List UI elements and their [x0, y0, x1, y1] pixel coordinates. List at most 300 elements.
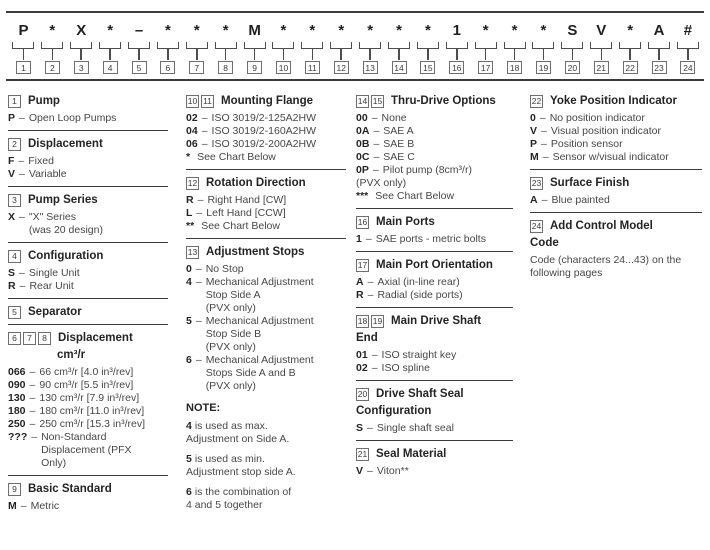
- section-divider: [530, 169, 702, 170]
- option-text-block: [206, 263, 244, 276]
- option-entry: [356, 422, 513, 435]
- dash-separator: –: [201, 125, 208, 137]
- option-code: X: [8, 211, 16, 223]
- section-divider: [8, 324, 168, 325]
- option-text: Single shaft seal: [376, 422, 454, 434]
- option-text-cont: (PVX only): [205, 380, 256, 392]
- position-number-box: 1: [16, 61, 31, 74]
- dash-separator: –: [20, 500, 27, 512]
- connector-line: [427, 49, 429, 60]
- option-entry: [186, 263, 346, 276]
- section-title-line2: Code: [530, 237, 559, 249]
- connector-line: [23, 49, 25, 60]
- dash-separator: –: [367, 289, 374, 301]
- dash-separator: –: [29, 392, 36, 404]
- section-number-box: 4: [8, 250, 21, 263]
- section-heading: [186, 95, 346, 108]
- dash-separator: –: [367, 465, 373, 477]
- section-title: Adjustment Stops: [206, 246, 305, 258]
- section-heading: [530, 220, 702, 233]
- option-text: Pilot pump (8cm³/r): [382, 164, 472, 176]
- section-title: Mounting Flange: [221, 95, 313, 107]
- code-char: *: [338, 21, 345, 39]
- connector-line: [514, 49, 516, 60]
- option-text-cont: (PVX only): [205, 341, 256, 353]
- section-number-box: 3: [8, 194, 21, 207]
- position-number-box: 6: [160, 61, 175, 74]
- code-char: *: [193, 21, 200, 39]
- column-4: [530, 94, 702, 280]
- section-body: Code (characters 24...43) on the following pages: [530, 254, 682, 279]
- note-title: NOTE:: [186, 402, 221, 414]
- connector-line: [196, 49, 198, 60]
- section-number-boxes: [356, 259, 371, 272]
- section-heading: [186, 246, 346, 259]
- bracket-shape: [590, 42, 612, 49]
- option-text-cont: Stops Side A and B: [205, 367, 296, 379]
- section-divider: [356, 307, 513, 308]
- connector-line: [283, 49, 285, 60]
- column-3: [356, 94, 513, 478]
- dash-separator: –: [29, 418, 36, 430]
- option-entry: [530, 112, 702, 125]
- section-title: Yoke Position Indicator: [550, 95, 677, 107]
- option-text: Mechanical Adjustment: [205, 354, 314, 366]
- note-line: is used as max.: [194, 420, 268, 432]
- dash-separator: –: [19, 168, 25, 180]
- option-text-block: [212, 125, 316, 138]
- bracket-shape: [532, 42, 554, 49]
- option-entry: [356, 138, 513, 151]
- option-text-block: [29, 211, 103, 237]
- option-text: Blue painted: [551, 194, 610, 206]
- connector-line: [456, 49, 458, 60]
- option-text: Rear Unit: [29, 280, 74, 292]
- section-heading: [186, 177, 346, 190]
- code-position: [211, 18, 240, 74]
- bracket-shape: [648, 42, 670, 49]
- option-code: 5: [186, 315, 192, 327]
- dash-separator: –: [371, 349, 378, 361]
- dash-separator: –: [195, 276, 202, 288]
- connector-line: [80, 49, 82, 60]
- position-number-box: 2: [45, 61, 60, 74]
- note-line: Adjustment stop side A.: [186, 466, 296, 478]
- option-code: **: [186, 220, 195, 232]
- section-number-box: 1: [8, 95, 21, 108]
- dash-separator: –: [29, 366, 36, 378]
- bracket-shape: [330, 42, 352, 49]
- option-text-cont: (was 20 design): [28, 224, 103, 236]
- section-title: Configuration: [28, 250, 104, 262]
- option-text: See Chart Below: [197, 151, 276, 163]
- option-entry: [530, 125, 702, 138]
- option-code: 0B: [356, 138, 370, 150]
- option-text-block: [383, 125, 413, 138]
- option-text-block: [375, 190, 454, 203]
- option-entry: [8, 500, 168, 513]
- code-position: [182, 18, 211, 74]
- option-code: 0: [186, 263, 192, 275]
- option-entry: [186, 354, 346, 393]
- section-heading: [8, 95, 168, 108]
- bracket-shape: [70, 42, 92, 49]
- option-code: 130: [8, 392, 26, 404]
- option-text-block: [39, 379, 133, 392]
- option-entry: [356, 362, 513, 375]
- section-title: Main Drive Shaft: [391, 315, 482, 327]
- note-lead: 4: [186, 420, 192, 432]
- code-char: *: [164, 21, 171, 39]
- dash-separator: –: [365, 233, 372, 245]
- section-title-line2: cm³/r: [57, 349, 86, 361]
- code-char: #: [683, 21, 693, 39]
- connector-line: [340, 49, 342, 60]
- section-number-box: 15: [372, 96, 383, 106]
- option-text: 250 cm³/r [15.3 in³/rev]: [39, 418, 145, 430]
- option-text-cont: Displacement (PFX: [41, 444, 132, 456]
- bracket-shape: [359, 42, 381, 49]
- option-text-block: [206, 315, 314, 354]
- dash-separator: –: [372, 164, 379, 176]
- option-text-block: [377, 422, 454, 435]
- option-text-block: [206, 207, 285, 220]
- option-entry: [8, 405, 168, 418]
- option-code: 0: [530, 112, 536, 124]
- position-number-box: 14: [392, 61, 407, 74]
- dash-separator: –: [371, 362, 378, 374]
- section-title: Add Control Model: [550, 220, 653, 232]
- option-entry: [8, 379, 168, 392]
- option-text: 90 cm³/r [5.5 in³/rev]: [39, 379, 134, 391]
- option-text: Position sensor: [550, 138, 623, 150]
- dash-separator: –: [19, 112, 25, 124]
- section-heading: [8, 332, 168, 345]
- option-entry: [356, 125, 513, 138]
- option-code: R: [8, 280, 16, 292]
- code-position: [413, 18, 442, 74]
- section-number-boxes: [530, 177, 545, 190]
- bracket-shape: [157, 42, 179, 49]
- connector-line: [629, 49, 631, 60]
- connector-line: [225, 49, 227, 60]
- code-char: *: [107, 21, 114, 39]
- section-number-box: 17: [357, 260, 368, 270]
- option-text-block: [553, 151, 669, 164]
- section-number-boxes: [186, 246, 201, 259]
- section-number-box: 12: [187, 178, 198, 188]
- section-divider: [8, 242, 168, 243]
- option-text-block: [29, 112, 117, 125]
- dash-separator: –: [195, 263, 202, 275]
- option-code: 4: [186, 276, 192, 288]
- dash-separator: –: [201, 112, 208, 124]
- option-code: 090: [8, 379, 26, 391]
- option-text: Non-Standard: [41, 431, 107, 443]
- option-entry: [530, 194, 702, 207]
- section-divider: [8, 186, 168, 187]
- position-number-box: 23: [652, 61, 667, 74]
- section-divider: [186, 169, 346, 170]
- section-number-box: 11: [201, 95, 214, 108]
- columns: [0, 81, 710, 519]
- connector-line: [167, 49, 169, 60]
- section-number-boxes: [356, 448, 371, 461]
- section-number-boxes: [356, 388, 371, 401]
- section-title: Displacement: [58, 332, 133, 344]
- note-line: Adjustment on Side A.: [186, 433, 290, 445]
- dash-separator: –: [29, 405, 36, 417]
- option-entry: [8, 155, 168, 168]
- position-number-box: 11: [305, 61, 320, 74]
- section-number-box: 20: [357, 389, 368, 399]
- section-number-boxes: [356, 95, 386, 108]
- option-code: F: [8, 155, 15, 167]
- bracket-shape: [475, 42, 497, 49]
- dash-separator: –: [539, 112, 546, 124]
- section-number-boxes: [8, 138, 23, 151]
- option-text: No position indicator: [549, 112, 645, 124]
- option-entry: [186, 138, 346, 151]
- section-number-box: 2: [8, 138, 21, 151]
- option-text: Metric: [30, 500, 60, 512]
- code-position: [269, 18, 298, 74]
- note-line: 4 and 5 together: [186, 499, 263, 511]
- code-position: [356, 18, 385, 74]
- option-code: S: [8, 267, 16, 279]
- option-entry: [356, 289, 513, 302]
- section-heading: [356, 259, 513, 272]
- option-entry: [356, 164, 513, 177]
- note-lead: 5: [186, 453, 192, 465]
- option-text: See Chart Below: [201, 220, 280, 232]
- option-text: Open Loop Pumps: [28, 112, 117, 124]
- section-title: Pump: [28, 95, 60, 107]
- option-entry: [186, 207, 346, 220]
- section-number-box: 10: [187, 96, 198, 106]
- section-number-box: 9: [8, 483, 21, 496]
- section-heading: [356, 315, 513, 328]
- option-code: 02: [186, 112, 198, 124]
- position-number-box: 22: [623, 61, 638, 74]
- option-code: *: [186, 151, 191, 163]
- connector-line: [398, 49, 400, 60]
- bracket-shape: [388, 42, 410, 49]
- option-entry: [356, 465, 513, 478]
- column-1: [8, 94, 168, 513]
- option-text: Radial (side ports): [377, 289, 463, 301]
- section-divider: [356, 380, 513, 381]
- section-number-boxes: [8, 306, 23, 319]
- dash-separator: –: [29, 379, 36, 391]
- option-text-block: [212, 138, 316, 151]
- dash-separator: –: [195, 354, 202, 366]
- dash-separator: –: [373, 138, 380, 150]
- code-row: [0, 13, 710, 74]
- dash-separator: –: [19, 211, 25, 223]
- dash-separator: –: [541, 194, 548, 206]
- section-number-boxes: [186, 177, 201, 190]
- section-title: Basic Standard: [28, 483, 112, 495]
- code-char: *: [280, 21, 287, 39]
- code-position: [442, 18, 471, 74]
- section-number-box: 7: [23, 332, 36, 345]
- option-code: ???: [8, 431, 28, 443]
- bracket-shape: [446, 42, 468, 49]
- connector-line: [485, 49, 487, 60]
- section-heading: [356, 95, 513, 108]
- option-code: M: [8, 500, 17, 512]
- code-char: *: [367, 21, 374, 39]
- option-text-block: [197, 151, 276, 164]
- dash-separator: –: [201, 138, 208, 150]
- code-position: [529, 18, 558, 74]
- option-text-block: [551, 194, 609, 207]
- note-paragraph: [186, 420, 346, 446]
- code-position: [38, 18, 67, 74]
- section-number-box: 19: [372, 316, 383, 326]
- code-position: [327, 18, 356, 74]
- connector-line: [109, 49, 111, 60]
- option-text-block: [31, 500, 60, 513]
- section-divider: [8, 130, 168, 131]
- option-text-block: [551, 125, 661, 138]
- option-text: SAE ports - metric bolts: [375, 233, 486, 245]
- option-code: R: [186, 194, 194, 206]
- option-text-block: [382, 349, 457, 362]
- section-divider: [8, 298, 168, 299]
- dash-separator: –: [541, 125, 547, 137]
- option-entry: [8, 112, 168, 125]
- option-entry: [8, 211, 168, 237]
- code-position: [616, 18, 645, 74]
- option-text-cont: Only): [41, 457, 67, 469]
- option-text-block: [206, 276, 314, 315]
- option-entry: [356, 190, 513, 203]
- option-text: Sensor w/visual indicator: [552, 151, 669, 163]
- option-code: V: [8, 168, 16, 180]
- bracket-shape: [417, 42, 439, 49]
- section-number-box: 5: [8, 306, 21, 319]
- code-char: *: [309, 21, 316, 39]
- section-number-boxes: [356, 216, 371, 229]
- section-number-boxes: [356, 315, 386, 328]
- option-entry: [186, 125, 346, 138]
- section-number-box: 23: [531, 178, 542, 188]
- dash-separator: –: [373, 151, 380, 163]
- position-number-box: 9: [247, 61, 262, 74]
- option-text-block: [39, 366, 133, 379]
- code-char: *: [511, 21, 518, 39]
- section-heading: [8, 483, 168, 496]
- position-number-box: 16: [449, 61, 464, 74]
- bracket-shape: [244, 42, 266, 49]
- option-text-cont: Stop Side B: [205, 328, 262, 340]
- section-divider: [356, 208, 513, 209]
- dash-separator: –: [541, 138, 547, 150]
- code-position: [67, 18, 96, 74]
- section-title: Displacement: [28, 138, 103, 150]
- section-title: Main Ports: [376, 216, 435, 228]
- option-text: 66 cm³/r [4.0 in³/rev]: [39, 366, 134, 378]
- option-code: 0C: [356, 151, 370, 163]
- option-text-block: [377, 276, 459, 289]
- section-number-boxes: [530, 95, 545, 108]
- option-text: ISO straight key: [381, 349, 457, 361]
- option-entry: [356, 233, 513, 246]
- bracket-shape: [619, 42, 641, 49]
- section-divider: [186, 238, 346, 239]
- option-entry: [186, 151, 346, 164]
- option-entry: [8, 392, 168, 405]
- code-position: [471, 18, 500, 74]
- code-char: *: [49, 21, 56, 39]
- option-text: Axial (in-line rear): [377, 276, 460, 288]
- option-code: 0P: [356, 164, 369, 176]
- connector-line: [369, 49, 371, 60]
- connector-line: [254, 49, 256, 60]
- position-number-box: 12: [334, 61, 349, 74]
- connector-line: [52, 49, 54, 60]
- code-position: [385, 18, 414, 74]
- dash-separator: –: [542, 151, 549, 163]
- option-code: P: [530, 138, 538, 150]
- bracket-shape: [301, 42, 323, 49]
- option-text: None: [381, 112, 407, 124]
- option-text-block: [376, 233, 486, 246]
- section-title: Drive Shaft Seal: [376, 388, 464, 400]
- option-entry: [186, 276, 346, 315]
- option-code: S: [356, 422, 364, 434]
- code-char: A: [653, 21, 665, 39]
- bracket-shape: [561, 42, 583, 49]
- option-entry: [8, 280, 168, 293]
- section-number-box: 8: [38, 332, 51, 345]
- section-number-box: 13: [187, 247, 198, 257]
- option-text: No Stop: [205, 263, 244, 275]
- option-entry: [186, 315, 346, 354]
- section-title: Main Port Orientation: [376, 259, 493, 271]
- option-code: A: [356, 276, 364, 288]
- option-text: Visual position indicator: [550, 125, 661, 137]
- section-heading: [356, 216, 513, 229]
- option-entry: [8, 366, 168, 379]
- bracket-shape: [215, 42, 237, 49]
- position-number-box: 18: [507, 61, 522, 74]
- note-paragraph: [186, 486, 346, 512]
- option-text-block: [29, 280, 73, 293]
- connector-line: [543, 49, 545, 60]
- note-line: is the combination of: [194, 486, 292, 498]
- option-entry: [8, 418, 168, 431]
- option-entry: [8, 168, 168, 181]
- position-number-box: 21: [594, 61, 609, 74]
- option-entry: [530, 151, 702, 164]
- option-text: ISO spline: [381, 362, 430, 374]
- code-char: V: [596, 21, 607, 39]
- section-title: Pump Series: [28, 194, 98, 206]
- position-number-box: 8: [218, 61, 233, 74]
- bracket-shape: [128, 42, 150, 49]
- position-number-box: 17: [478, 61, 493, 74]
- position-number-box: 4: [103, 61, 118, 74]
- bracket-shape: [99, 42, 121, 49]
- section-title-line2: Configuration: [356, 405, 432, 417]
- section-title: Separator: [28, 306, 82, 318]
- dash-separator: –: [197, 194, 204, 206]
- code-char: *: [396, 21, 402, 39]
- option-code: V: [530, 125, 538, 137]
